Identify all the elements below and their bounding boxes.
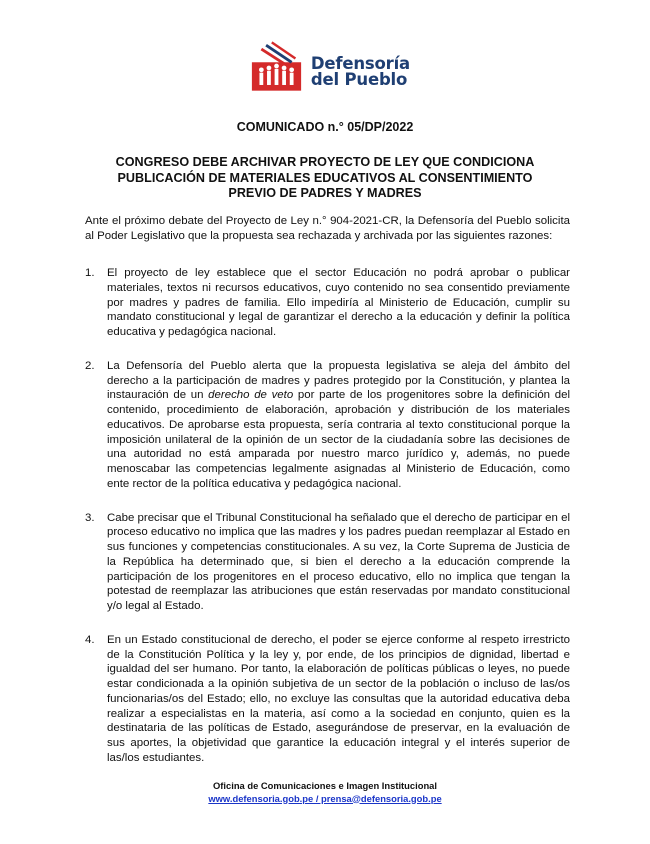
intro-paragraph: Ante el próximo debate del Proyecto de Ley n.° 904-2021-CR, la Defensoría del Pueblo solicita al Poder Legislativo que la propuesta sea rechazada y archivada por las siguientes razones: <box>85 215 570 242</box>
defensoria-logo <box>250 40 410 96</box>
logo-line-2: del Pueblo <box>310 70 408 89</box>
defensoria-emblem-icon <box>250 40 305 94</box>
list-item <box>85 511 570 614</box>
item-text: En un Estado constitucional de derecho, el poder se ejerce conforme al respeto irrestricto de la Constitución Política y la ley y, por ende, de los principios de dignidad, libertad e igualdad del ser humano. Por tanto, la elaboración de políticas públicas o leyes, no puede estar condicionada a la opinión subjetiva de un sector de la población o incluso de las/os funcionarias/os del Estado; ello, no excluye las consultas que la autoridad educativa deba realizar a especialistas en la materia, así como a la sociedad en conjunto, quien es la destinataria de las políticas de Estado, asegurándose de preservar, en la evaluación de sus aportes, la objetividad que garantice la educación integral y el interés superior de las/los estudiantes. <box>107 633 570 764</box>
item-text-after: por parte de los progenitores sobre la definición del contenido, procedimiento de elaboración, aprobación y distribución de los materiales educativos. De aprobarse esta propuesta, sería contraria al texto constitucional porque la imposición unilateral de la opinión de un sector de la ciudadanía sobre las decisiones de una autoridad no está amparada por nuestro marco jurídico y, además, no puede menoscabar las competencias legalmente asignadas al Ministerio de Educación, como ente rector de la política educativa y pedagógica nacional. <box>107 389 570 490</box>
list-item <box>85 266 570 340</box>
communique-number: COMUNICADO n.° 05/DP/2022 <box>236 120 414 134</box>
item-text <box>107 359 570 492</box>
logo-line-1: Defensoría <box>310 54 410 73</box>
reasons-list <box>85 266 570 766</box>
footer <box>0 780 650 805</box>
item-text: El proyecto de ley establece que el sector Educación no podrá aprobar o publicar materiales, textos ni recursos educativos, cuyo contenido no sea consentido previamente por madres y padres de familia. Ello impediría al Ministerio de Educación, cumplir su mandato constitucional y legal de garantizar el derecho a la educación y definir la política educativa y pedagógica nacional. <box>107 267 570 338</box>
item-text: Cabe precisar que el Tribunal Constitucional ha señalado que el derecho de participar en el proceso educativo no implica que las madres y los padres puedan reemplazar al Estado en sus funciones y competencias constitucionales. A su vez, la Corte Suprema de Justicia de la República ha determinado que, si bien el derecho a la educación comprende la participación de los progenitores en el proceso educativo, ello no implica que tengan la potestad de reemplazar las atribuciones que están reservadas por mandato constitucional y/o legal al Estado. <box>107 511 570 612</box>
item-number: 3. <box>85 511 95 524</box>
item-number: 1. <box>85 267 95 279</box>
logo-wordmark <box>311 56 410 88</box>
item-text-emphasis: derecho de veto <box>208 389 294 402</box>
item-number: 4. <box>85 633 95 646</box>
headline: CONGRESO DEBE ARCHIVAR PROYECTO DE LEY QUE CONDICIONA PUBLICACIÓN DE MATERIALES EDUCATIVOS AL CONSENTIMIENTO PREVIO DE PADRES Y MADRES <box>115 155 535 200</box>
footer-office: Oficina de Comunicaciones e Imagen Institucional <box>212 780 437 791</box>
list-item <box>85 359 570 492</box>
item-text-before: La Defensoría del Pueblo alerta que la propuesta legislativa se aleja del ámbito del derecho a la participación de madres y padres protegido por la Constitución, y plantea la instauración de un <box>107 359 570 402</box>
item-number: 2. <box>85 359 95 372</box>
list-item <box>85 633 570 766</box>
footer-links[interactable]: www.defensoria.gob.pe / prensa@defensoria.gob.pe <box>208 792 442 804</box>
